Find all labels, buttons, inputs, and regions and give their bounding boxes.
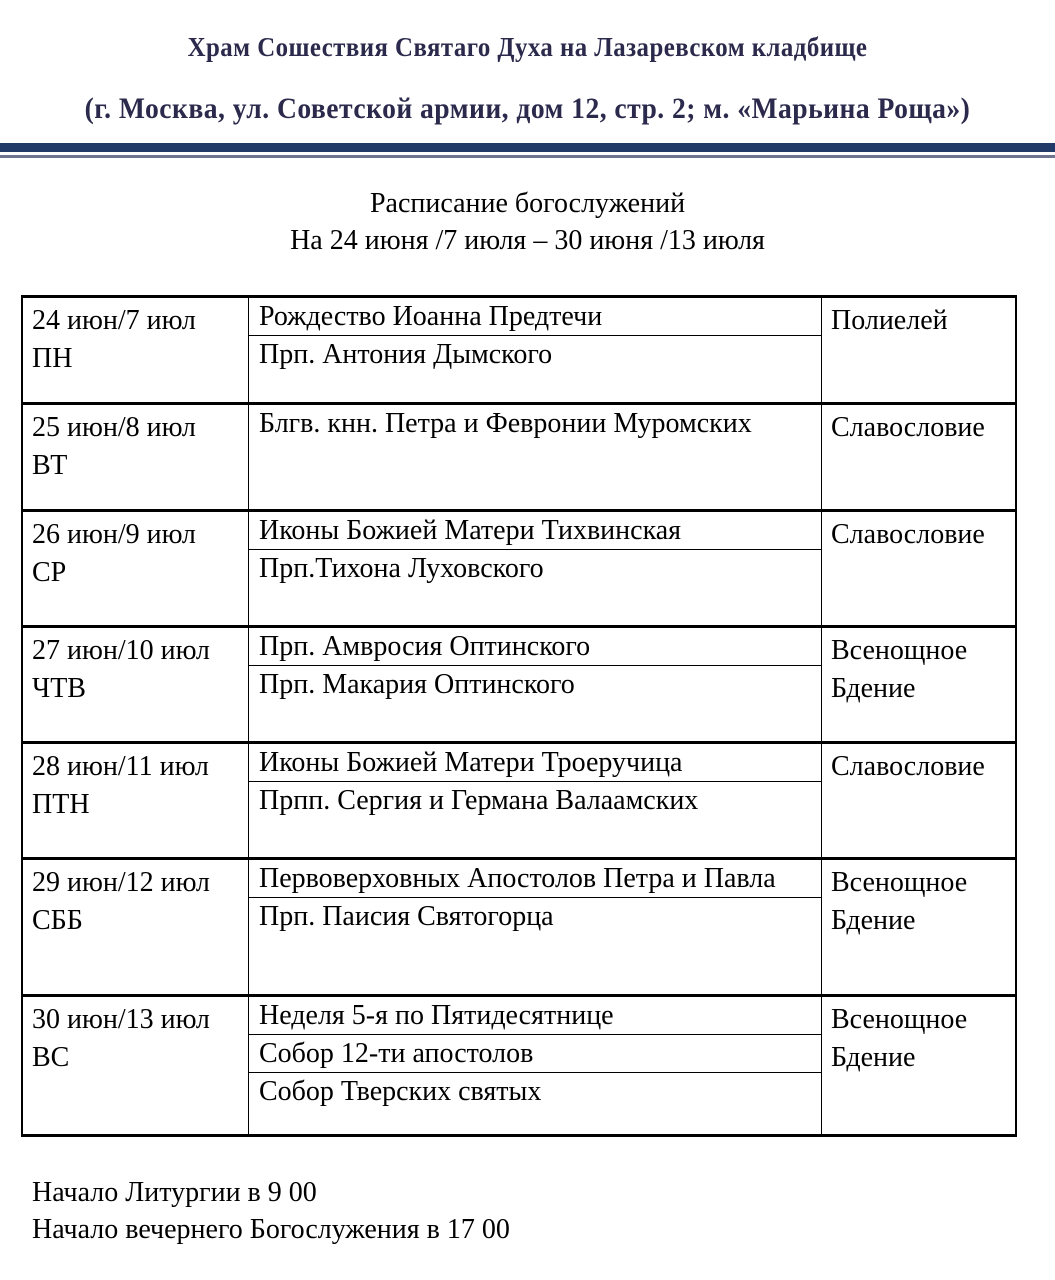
day-cell: [22, 297, 249, 404]
feast-item: Собор Тверских святых: [259, 1076, 542, 1107]
church-address: (г. Москва, ул. Советской армии, дом 12, стр. 2; м. «Марьина Роща»): [84, 92, 971, 125]
schedule-row: [22, 297, 1016, 404]
vespers-time: Начало вечернего Богослужения в 17 00: [32, 1214, 510, 1245]
service-type: Славословие: [822, 511, 1017, 627]
date-label: 24 июн/7 июл: [32, 305, 196, 336]
feasts-cell: [249, 859, 822, 996]
feasts-cell: [249, 511, 822, 627]
weekday-label: ВТ: [32, 450, 68, 481]
service-type: Всенощное Бдение: [822, 859, 1017, 996]
weekday-label: ЧТВ: [32, 673, 86, 704]
feast-item: Блгв. кнн. Петра и Февронии Муромских: [259, 408, 752, 439]
weekday-label: СР: [32, 557, 67, 588]
day-cell: [22, 859, 249, 996]
service-type: Полиелей: [822, 297, 1017, 404]
feasts-cell: [249, 743, 822, 859]
feasts-cell: [249, 627, 822, 743]
day-cell: [22, 743, 249, 859]
schedule-row: [22, 996, 1016, 1136]
day-cell: [22, 404, 249, 511]
feast-item: Неделя 5-я по Пятидесятнице: [249, 997, 821, 1035]
feast-item: Рождество Иоанна Предтечи: [249, 298, 821, 336]
schedule-date-range: На 24 июня /7 июля – 30 июня /13 июля: [290, 225, 765, 256]
service-type: Славословие: [822, 404, 1017, 511]
service-type: Всенощное Бдение: [822, 627, 1017, 743]
feast-item: Иконы Божией Матери Троеручица: [249, 744, 821, 782]
date-label: 26 июн/9 июл: [32, 519, 196, 550]
day-cell: [22, 627, 249, 743]
date-label: 30 июн/13 июл: [32, 1004, 210, 1035]
feast-item: Прп. Макария Оптинского: [259, 669, 575, 700]
liturgy-time: Начало Литургии в 9 00: [32, 1177, 317, 1208]
weekday-label: СББ: [32, 905, 83, 936]
feast-item: Иконы Божией Матери Тихвинская: [249, 512, 821, 550]
feast-item: Первоверховных Апостолов Петра и Павла: [249, 860, 821, 898]
header-divider-thin: [0, 155, 1055, 158]
service-type: Всенощное Бдение: [822, 996, 1017, 1136]
feast-item: Прпп. Сергия и Германа Валаамских: [259, 785, 699, 816]
day-cell: [22, 996, 249, 1136]
feasts-cell: [249, 996, 822, 1136]
header-divider-thick: [0, 143, 1055, 152]
feast-item: Собор 12-ти апостолов: [249, 1035, 821, 1073]
weekday-label: ПТН: [32, 789, 90, 820]
feast-item: Прп. Паисия Святогорца: [259, 901, 554, 932]
date-label: 25 июн/8 июл: [32, 412, 196, 443]
feasts-cell: [249, 404, 822, 511]
day-cell: [22, 511, 249, 627]
date-label: 27 июн/10 июл: [32, 635, 210, 666]
schedule-table: [21, 295, 1017, 1137]
schedule-row: [22, 404, 1016, 511]
schedule-row: [22, 859, 1016, 996]
date-label: 29 июн/12 июл: [32, 867, 210, 898]
date-label: 28 июн/11 июл: [32, 751, 209, 782]
schedule-row: [22, 627, 1016, 743]
schedule-row: [22, 511, 1016, 627]
service-type: Славословие: [822, 743, 1017, 859]
church-name: Храм Сошествия Святаго Духа на Лазаревском кладбище: [187, 32, 868, 62]
schedule-title: [0, 185, 1055, 259]
feasts-cell: [249, 297, 822, 404]
schedule-title-main: Расписание богослужений: [369, 188, 686, 219]
weekday-label: ПН: [32, 343, 73, 374]
weekday-label: ВС: [32, 1042, 70, 1073]
feast-item: Прп. Антония Дымского: [259, 339, 553, 370]
service-times: [32, 1174, 510, 1248]
feast-item: Прп.Тихона Луховского: [259, 553, 544, 584]
schedule-row: [22, 743, 1016, 859]
feast-item: Прп. Амвросия Оптинского: [249, 628, 821, 666]
